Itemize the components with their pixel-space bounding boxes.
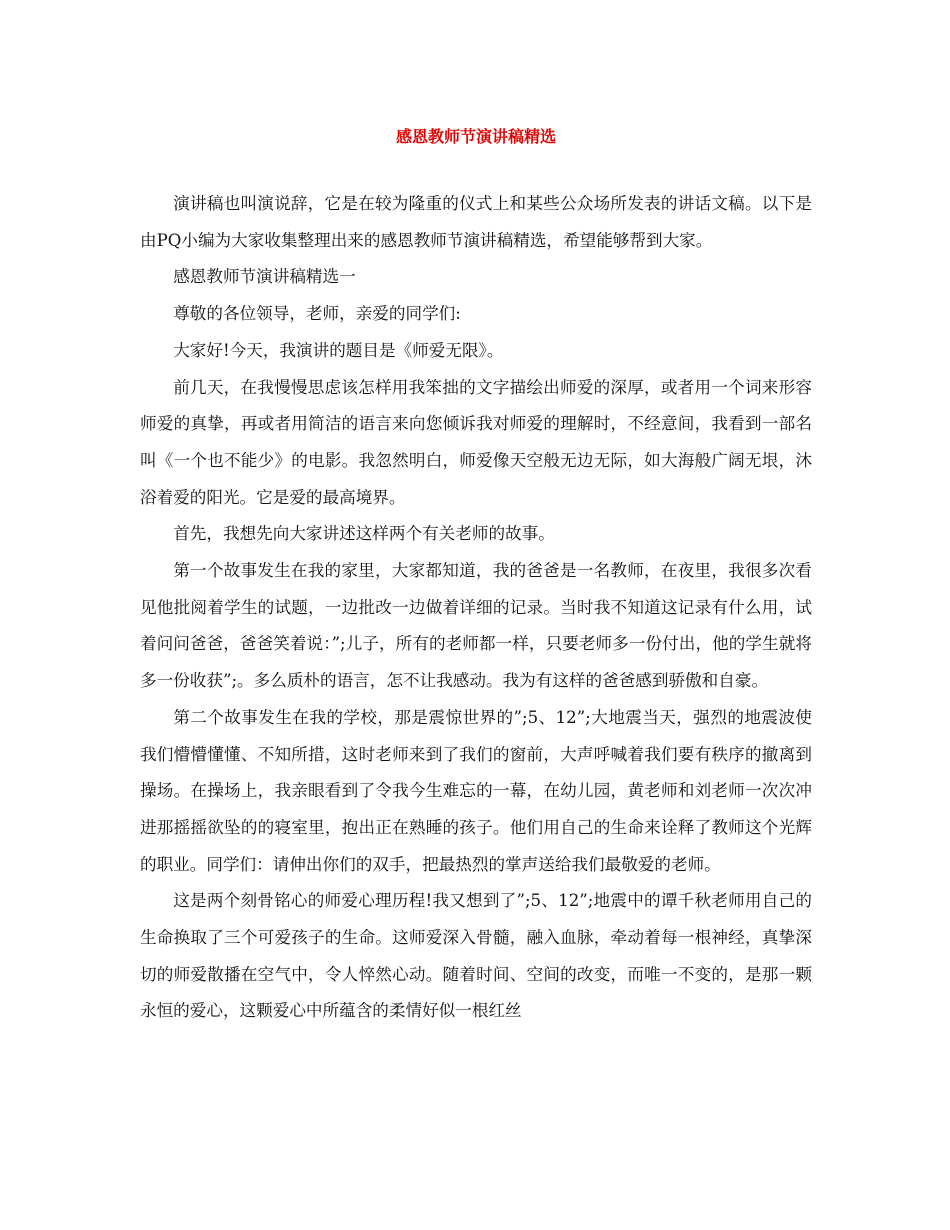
document-body <box>140 186 812 1030</box>
paragraph-story-one: 第一个故事发生在我的家里，大家都知道，我的爸爸是一名教师，在夜里，我很多次看见他批阅着学生的试题，一边批改一边做着详细的记录。当时我不知道这记录有什么用，试着问问爸爸，爸爸笑着说：”;儿子，所有的老师都一样，只要老师多一份付出，他的学生就将多一份收获”;。多么质朴的语言，怎不让我感动。我为有这样的爸爸感到骄傲和自豪。 <box>140 561 812 691</box>
paragraph-reflection: 前几天，在我慢慢思虑该怎样用我笨拙的文字描绘出师爱的深厚，或者用一个词来形容师爱的真挚，再或者用简洁的语言来向您倾诉我对师爱的理解时，不经意间，我看到一部名叫《一个也不能少》的电影。我忽然明白，师爱像天空般无边无际，如大海般广阔无垠，沐浴着爱的阳光。它是爱的最高境界。 <box>140 377 812 507</box>
document-title: 感恩教师节演讲稿精选 <box>395 127 556 146</box>
paragraph-transition: 首先，我想先向大家讲述这样两个有关老师的故事。 <box>173 524 555 544</box>
paragraph-story-two: 第二个故事发生在我的学校，那是震惊世界的”;5、12”;大地震当天，强烈的地震波使我们懵懵懂懂、不知所措，这时老师来到了我们的窗前，大声呼喊着我们要有秩序的撤离到操场。在操场上，我亲眼看到了令我今生难忘的一幕，在幼儿园，黄老师和刘老师一次次冲进那摇摇欲坠的的寝室里，抱出正在熟睡的孩子。他们用自己的生命来诠释了教师这个光辉的职业。同学们：请伸出你们的双手，把最热烈的掌声送给我们最敬爱的老师。 <box>140 707 812 874</box>
paragraph-section-heading: 感恩教师节演讲稿精选一 <box>173 267 356 287</box>
paragraph-greeting: 大家好!今天，我演讲的题目是《师爱无限》。 <box>173 340 504 360</box>
paragraph-conclusion: 这是两个刻骨铭心的师爱心理历程!我又想到了”;5、12”;地震中的谭千秋老师用自己的生命换取了三个可爱孩子的生命。这师爱深入骨髓，融入血脉，牵动着每一根神经，真挚深切的师爱散播在空气中，令人悴然心动。随着时间、空间的改变，而唯一不变的，是那一颗永恒的爱心，这颗爱心中所蕴含的柔情好似一根红丝 <box>140 891 812 1021</box>
paragraph-salutation: 尊敬的各位领导，老师，亲爱的同学们: <box>173 304 461 324</box>
paragraph-intro: 演讲稿也叫演说辞，它是在较为隆重的仪式上和某些公众场所发表的讲话文稿。以下是由PQ小编为大家收集整理出来的感恩教师节演讲稿精选，希望能够帮到大家。 <box>140 194 812 250</box>
